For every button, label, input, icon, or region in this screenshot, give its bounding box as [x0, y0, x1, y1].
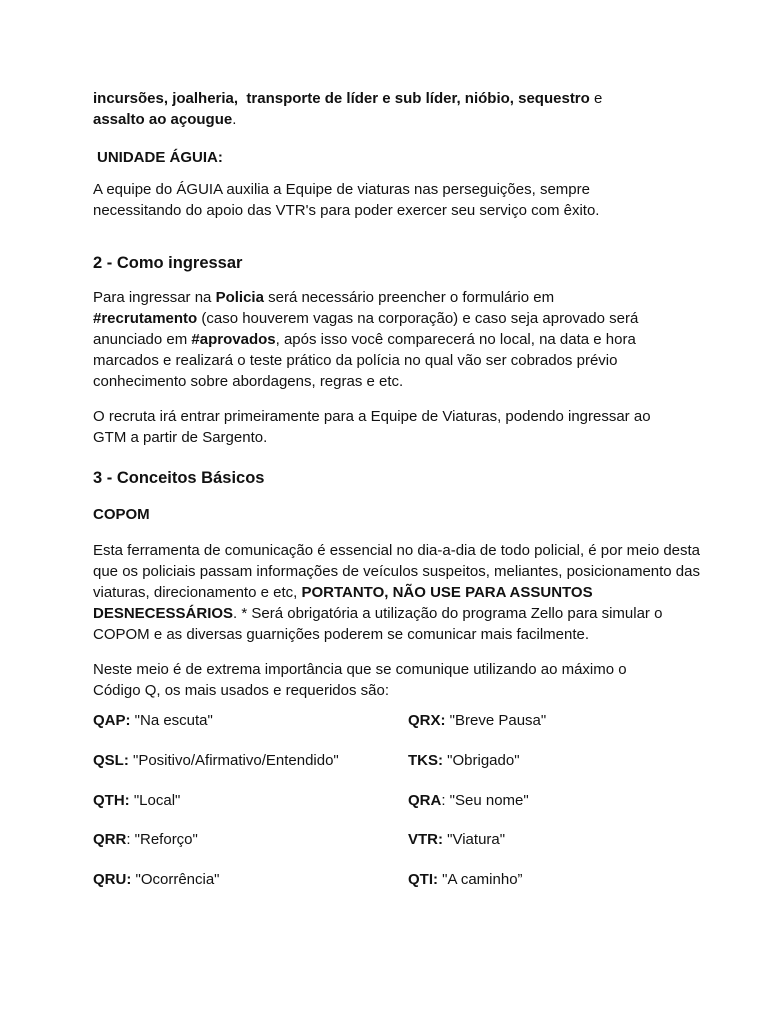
intro-text-1: e: [589, 90, 603, 107]
s3p1-text-5: COPOM e as diversas guarnições poderem se comunicar mais facilmente.: [93, 626, 590, 643]
q-code-item: [408, 710, 546, 731]
intro-text-2: .: [232, 111, 237, 128]
q-code-meaning: : "Seu nome": [441, 792, 529, 809]
q-code-meaning: "Na escuta": [130, 712, 213, 729]
s3p1-text-1: Esta ferramenta de comunicação é essencial no dia-a-dia de todo policial, é por meio desta: [93, 542, 701, 559]
q-code-meaning: : "Reforço": [126, 831, 198, 848]
s2p1-text-4: anunciado em: [93, 331, 192, 348]
s2p1-text-5: , após isso você comparecerá no local, na data e hora: [275, 331, 636, 348]
intro-bold-2: transporte de líder e sub líder, nióbio, sequestro: [246, 90, 590, 107]
s2p1-text-2: será necessário preencher o formulário em: [263, 289, 555, 306]
aguia-paragraph: [93, 179, 733, 221]
q-code-meaning: "Local": [129, 792, 181, 809]
q-code: QRA: [408, 792, 442, 809]
s3p1-text-4: . * Será obrigatória a utilização do programa Zello para simular o: [233, 605, 663, 622]
s2p1-bold-recrutamento: #recrutamento: [93, 310, 198, 327]
q-code-item: [408, 869, 523, 890]
aguia-line-2: necessitando do apoio das VTR's para poder exercer seu serviço com êxito.: [93, 202, 600, 219]
q-code-item: [93, 790, 180, 811]
q-code-meaning: "Viatura": [443, 831, 506, 848]
aguia-title: UNIDADE ÁGUIA:: [97, 149, 223, 166]
q-code: VTR:: [408, 831, 443, 848]
s3p2-line-2: Código Q, os mais usados e requeridos são:: [93, 682, 389, 699]
q-code-item: [93, 869, 220, 890]
section-2-paragraph-2: [93, 406, 733, 448]
s2p1-text-6: marcados e realizará o teste prático da polícia no qual vão ser cobrados prévio: [93, 352, 618, 369]
q-code: QRX:: [408, 712, 446, 729]
section-2-paragraph-1: [93, 287, 733, 392]
q-code-item: [93, 710, 213, 731]
s2p1-text-1: Para ingressar na: [93, 289, 216, 306]
q-code-item: [93, 750, 339, 771]
q-code-meaning: "Positivo/Afirmativo/Entendido": [128, 752, 339, 769]
intro-bold-3: assalto ao açougue: [93, 111, 233, 128]
q-code: QTH:: [93, 792, 130, 809]
q-code-item: [408, 750, 520, 771]
s2p2-line-2: GTM a partir de Sargento.: [93, 429, 268, 446]
s3p1-text-2: que os policiais passam informações de veículos suspeitos, meliantes, posicionamento das: [93, 563, 700, 580]
q-code: QAP:: [93, 712, 131, 729]
q-code-meaning: "Ocorrência": [131, 871, 220, 888]
s2p2-line-1: O recruta irá entrar primeiramente para a Equipe de Viaturas, podendo ingressar ao: [93, 408, 651, 425]
intro-bold-1: incursões, joalheria,: [93, 90, 239, 107]
s3p1-bold-2: DESNECESSÁRIOS: [93, 605, 234, 622]
s2p1-text-7: conhecimento sobre abordagens, regras e etc.: [93, 373, 404, 390]
s3p1-bold-1: PORTANTO, NÃO USE PARA ASSUNTOS: [301, 584, 593, 601]
aguia-line-1: A equipe do ÁGUIA auxilia a Equipe de viaturas nas perseguições, sempre: [93, 181, 590, 198]
section-3-paragraph-1: [93, 540, 733, 645]
q-code: QTI:: [408, 871, 438, 888]
s2p1-text-3: (caso houverem vagas na corporação) e caso seja aprovado será: [197, 310, 639, 327]
q-code-item: [408, 790, 529, 811]
section-3-paragraph-2: [93, 659, 733, 701]
q-code-item: [93, 829, 198, 850]
q-code-meaning: "A caminho”: [438, 871, 523, 888]
copom-subtitle: COPOM: [93, 506, 150, 523]
q-code-meaning: "Obrigado": [443, 752, 520, 769]
s2p1-bold-aprovados: #aprovados: [191, 331, 276, 348]
intro-paragraph: [93, 88, 733, 130]
q-code: QRU:: [93, 871, 132, 888]
s3p1-text-3: viaturas, direcionamento e etc,: [93, 584, 302, 601]
section-3-heading: 3 - Conceitos Básicos: [93, 469, 265, 487]
q-code: QRR: [93, 831, 127, 848]
q-code: TKS:: [408, 752, 443, 769]
q-code-meaning: "Breve Pausa": [445, 712, 547, 729]
q-code: QSL:: [93, 752, 129, 769]
s3p2-line-1: Neste meio é de extrema importância que se comunique utilizando ao máximo o: [93, 661, 627, 678]
s2p1-bold-policia: Policia: [215, 289, 264, 306]
section-2-heading: 2 - Como ingressar: [93, 254, 243, 272]
q-code-item: [408, 829, 505, 850]
